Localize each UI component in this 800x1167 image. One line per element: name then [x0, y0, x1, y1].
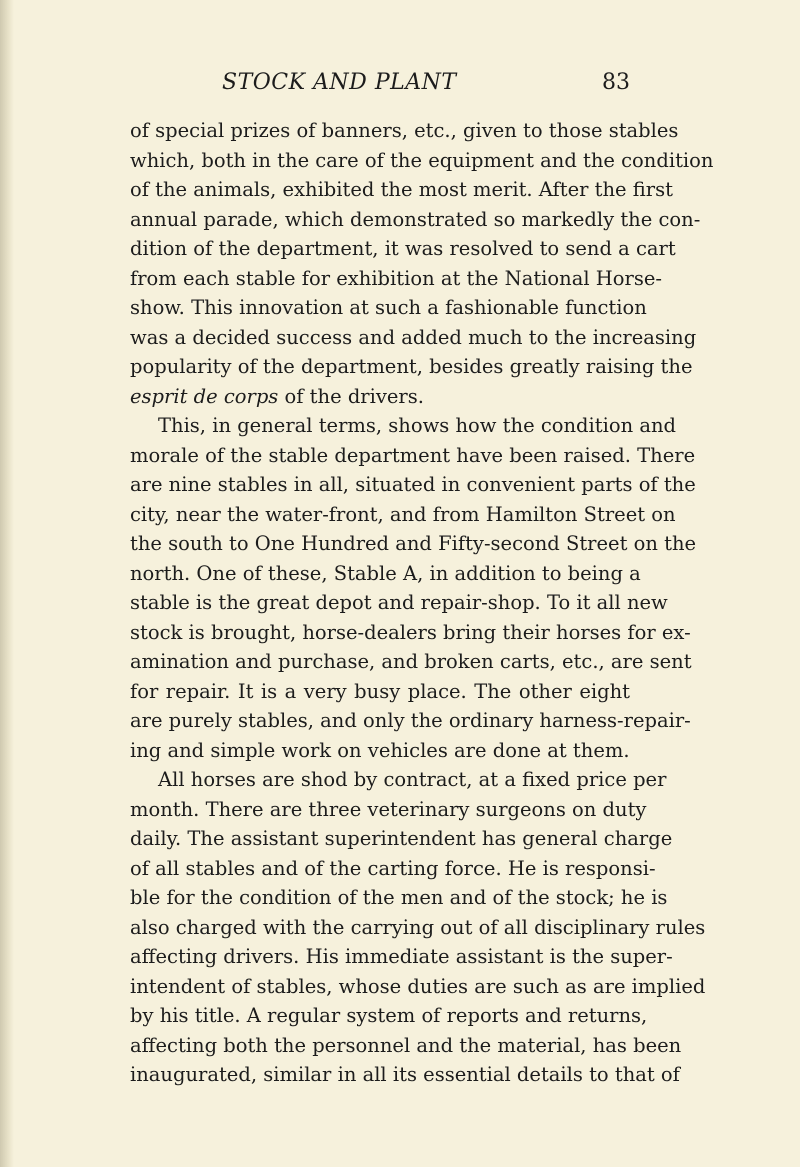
text-line-paragraph-end [130, 382, 630, 412]
text-line: city, near the water-front, and from Hamilton Street on [130, 502, 676, 526]
text-line: affecting drivers. His immediate assistant is the super- [130, 945, 673, 968]
text-line: intendent of stables, whose duties are such as are implied [130, 974, 706, 998]
text-line: for repair. It is a very busy place. The other eight [130, 679, 630, 703]
running-head: STOCK AND PLANT [222, 70, 457, 95]
text-line: morale of the stable department have been raised. There [130, 443, 696, 467]
text-line-paragraph-start: This, in general terms, shows how the condition and [158, 414, 676, 437]
text-line: are nine stables in all, situated in convenient parts of the [130, 473, 696, 496]
text-line: ble for the condition of the men and of the stock; he is [130, 886, 668, 909]
text-line: annual parade, which demonstrated so markedly the con- [130, 207, 701, 231]
text-line: the south to One Hundred and Fifty-second Street on the [130, 532, 697, 555]
page-number: 83 [602, 70, 630, 95]
text-line: affecting both the personnel and the material, has been [130, 1033, 682, 1057]
text-line-paragraph-start: All horses are shod by contract, at a fixed price per [158, 768, 667, 791]
page-gutter [0, 0, 14, 1167]
text-line: daily. The assistant superintendent has general charge [130, 827, 673, 850]
text-line: dition of the department, it was resolved to send a cart [130, 237, 676, 260]
text-line: north. One of these, Stable A, in addition to being a [130, 561, 641, 585]
text-line: of all stables and of the carting force. He is responsi- [130, 856, 656, 880]
text-line: from each stable for exhibition at the National Horse- [130, 266, 662, 290]
esprit-line-rest: of the drivers. [278, 384, 424, 408]
text-line-paragraph-end: ing and simple work on vehicles are done at them. [130, 738, 630, 762]
text-line: are purely stables, and only the ordinary harness-repair- [130, 709, 691, 732]
esprit-de-corps-italic: esprit de corps [130, 384, 279, 408]
text-line: by his title. A regular system of reports and returns, [130, 1004, 648, 1027]
text-line: show. This innovation at such a fashionable function [130, 296, 647, 319]
text-line: also charged with the carrying out of all disciplinary rules [130, 915, 706, 939]
text-line: of special prizes of banners, etc., given to those stables [130, 119, 679, 142]
text-line: of the animals, exhibited the most merit. After the first [130, 178, 673, 201]
text-line: inaugurated, similar in all its essential details to that of [130, 1063, 680, 1086]
text-line: month. There are three veterinary surgeons on duty [130, 797, 647, 821]
text-line: amination and purchase, and broken carts, etc., are sent [130, 650, 692, 673]
text-line: popularity of the department, besides greatly raising the [130, 355, 693, 378]
text-line: stock is brought, horse-dealers bring their horses for ex- [130, 620, 691, 644]
page-header [130, 70, 630, 100]
text-line: was a decided success and added much to the increasing [130, 325, 697, 349]
body-text [130, 116, 714, 1090]
text-line: stable is the great depot and repair-shop. To it all new [130, 591, 668, 614]
text-line: which, both in the care of the equipment and the condition [130, 148, 714, 172]
